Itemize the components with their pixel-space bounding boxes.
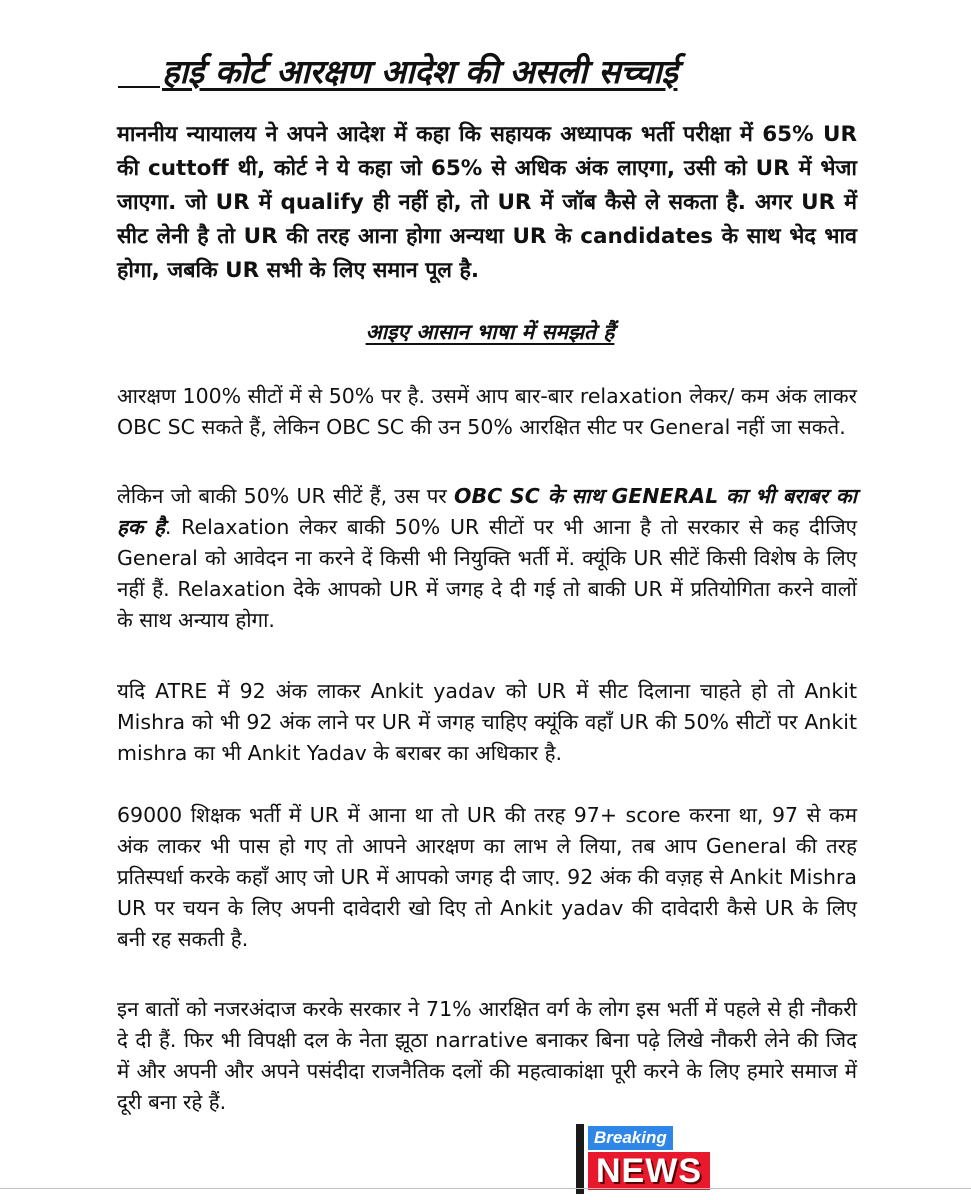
paragraph-ur-seats-emphasis: OBC SC के साथ GENERAL का भी बराबर का हक है [117, 484, 857, 539]
paragraph-69000-recruitment: 69000 शिक्षक भर्ती में UR में आना था तो UR की तरह 97+ score करना था, 97 से कम अंक लाकर भी पास हो गए तो आपने आरक्षण का लाभ ले लिया, तब आप General की तरह प्रतिस्पर्धा करके कहाँ आए जो UR में आपको जगह दी जाए. 92 अंक की वज़ह से Ankit Mishra UR पर चयन के लिए अपनी दावेदारी खो दिए तो Ankit yadav की दावेदारी कैसे UR के लिए बनी रह सकती है. [117, 803, 857, 951]
paragraph-atre-example: यदि ATRE में 92 अंक लाकर Ankit yadav को UR में सीट दिलाना चाहते हो तो Ankit Mishra को भी 92 अंक लाने पर UR में जगह चाहिए क्यूंकि वहाँ UR की 50% सीटों पर Ankit mishra का भी Ankit Yadav के बराबर का अधिकार है. [117, 679, 857, 765]
page-title: हाई कोर्ट आरक्षण आदेश की असली सच्चाई [162, 52, 678, 91]
breaking-news-bar [576, 1124, 584, 1194]
bottom-divider [0, 1188, 971, 1189]
intro-paragraph: माननीय न्यायालय ने अपने आदेश में कहा कि सहायक अध्यापक भर्ती परीक्षा में 65% UR की cuttoff थी, कोर्ट ने ये कहा जो 65% से अधिक अंक लाएगा, उसी को UR में भेजा जाएगा. जो UR में qualify ही नहीं हो, तो UR में जॉब कैसे ले सकता है. अगर UR में सीट लेनी है तो UR की तरह आना होगा अन्यथा UR के candidates के साथ भेद भाव होगा, जबकि UR सभी के लिए समान पूल है. [117, 122, 857, 283]
paragraph-reservation: आरक्षण 100% सीटों में से 50% पर है. उसमें आप बार-बार relaxation लेकर/ कम अंक लाकर OBC SC सकते हैं, लेकिन OBC SC की उन 50% आरक्षित सीट पर General नहीं जा सकते. [117, 384, 857, 439]
breaking-label: Breaking [588, 1126, 673, 1150]
paragraph-ur-seats-rest: . Relaxation लेकर बाकी 50% UR सीटों पर भी आना है तो सरकार से कह दीजिए General को आवेदन ना करने दें किसी भी नियुक्ति भर्ती में. क्यूंकि UR सीटें किसी विशेष के लिए नहीं हैं. Relaxation देके आपको UR में जगह दे दी गई तो बाकी UR में प्रतियोगिता करने वालों के साथ अन्याय होगा. [117, 515, 857, 632]
section-subheading: आइए आसान भाषा में समझते हैं [365, 320, 615, 344]
title-block [118, 48, 858, 98]
title-leader-line [118, 86, 160, 88]
news-label: NEWS [588, 1152, 710, 1190]
paragraph-ur-seats [117, 481, 857, 636]
paragraph-conclusion: इन बातों को नजरअंदाज करके सरकार ने 71% आरक्षित वर्ग के लोग इस भर्ती में पहले से ही नौकरी दे दी हैं. फिर भी विपक्षी दल के नेता झूठा narrative बनाकर बिना पढ़े लिखे नौकरी लेने की जिद में और अपनी और अपने पसंदीदा राजनैतिक दलों की महत्वाकांक्षा पूरी करने के लिए हमारे समाज में दूरी बना रहे हैं. [117, 997, 857, 1114]
paragraph-ur-seats-lead: लेकिन जो बाकी 50% UR सीटें हैं, उस पर [117, 484, 455, 508]
